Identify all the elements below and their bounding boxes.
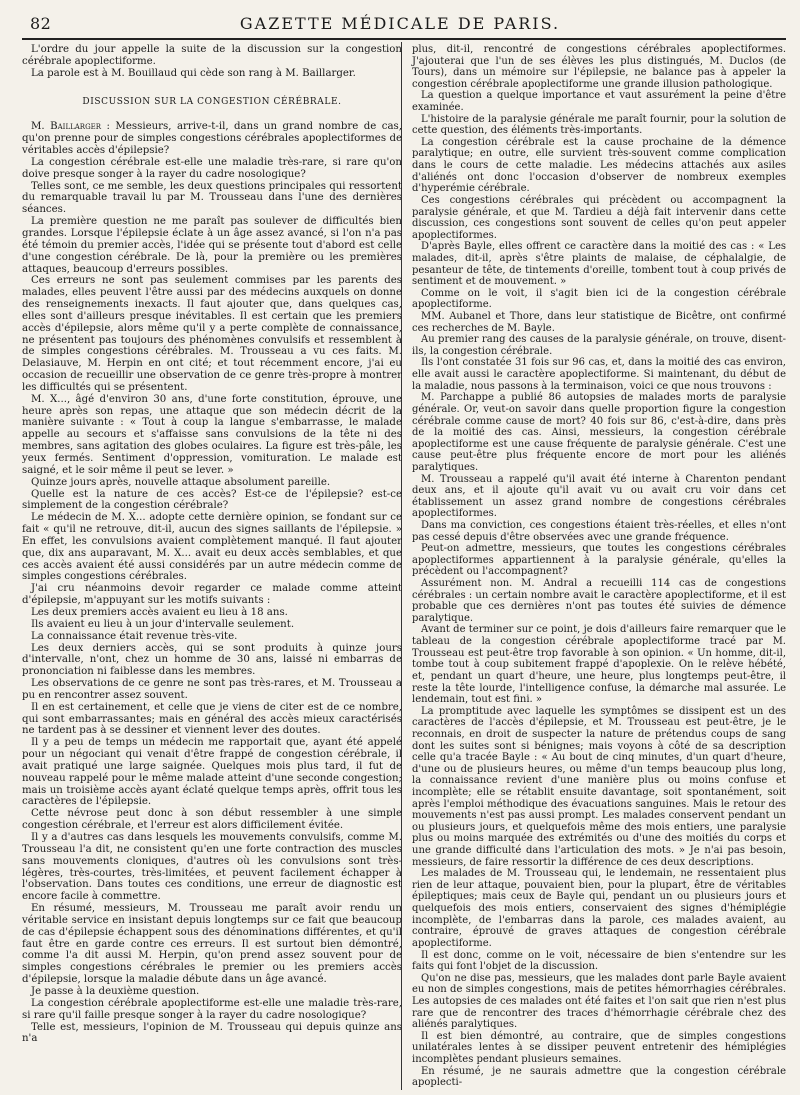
paragraph: La première question ne me paraît pas soulever de difficultés bien grandes. Lorsque l'épilepsie éclate à un âge assez avancé, si l'on n'a pas été témoin du premier accès, l'idée qui se présente tout d'abord est celle d'une congestion cérébrale. De là, pour la première ou les premières attaques, beaucoup d'erreurs possibles. [22,216,402,275]
paragraph: Il est bien démontré, au contraire, que de simples congestions unilatérales lentes à se dissiper peuvent entretenir des hémiplégies incomplètes pendant plusieurs semaines. [412,1030,786,1066]
paragraph: Ils avaient eu lieu à un jour d'intervalle seulement. [31,618,295,630]
paragraph: D'après Bayle, elles offrent ce caractère dans la moitié des cas : « Les malades, dit-il, après s'être plaints de malaise, de céphalalgie, de pesanteur de tête, de tintements d'oreille, tombent tout à coup privés de sentiment et de mouvement. » [412,241,786,288]
right-paragraphs [412,90,786,1088]
paragraph: J'ai cru néanmoins devoir regarder ce malade comme atteint d'épilepsie, m'appuyant sur les motifs suivants : [22,583,402,607]
paragraph: En résumé, messieurs, M. Trousseau me paraît avoir rendu un véritable service en insistant depuis longtemps sur ce fait que beaucoup de cas d'épilepsie échappent sous des dénominations différentes, et qu'il faut être en garde contre ces erreurs. Il est surtout bien démontré, comme l'a dit aussi M. Herpin, qu'on prend assez souvent pour de simples congestions cérébrales le premier ou les premiers accès d'épilepsie, lorsque la maladie débute dans un âge avancé. [22,903,402,986]
header-rule [22,38,786,40]
paragraph: Comme on le voit, il s'agit bien ici de la congestion cérébrale apoplectiforme. [412,287,786,311]
paragraph: La congestion cérébrale est-elle une maladie très-rare, si rare qu'on doive presque songer à la rayer du cadre nosologique? [22,156,402,180]
paragraph: Le médecin de M. X... adopte cette dernière opinion, se fondant sur ce fait « qu'il ne retrouve, dit-il, aucun des signes saillants de l'épilepsie. » En effet, les convulsions avaient complètement manqué. Il faut ajouter que, dix ans auparavant, M. X... avait eu deux accès semblables, et que ces accès avaient été aussi considérés par un autre médecin comme de simples congestions cérébrales. [22,512,402,583]
paragraph: La promptitude avec laquelle les symptômes se dissipent est un des caractères de l'accès d'épilepsie, et M. Trousseau est peut-être, je le reconnais, en droit de suspecter la nature de prétendus coups de sang dont les suites sont si bénignes; mais voyons à côté de sa description celle qu'a tracée Bayle : « Au bout de cinq minutes, d'un quart d'heure, d'une ou de plusieurs heures, ou même d'un temps beaucoup plus long, la connaissance revient d'une manière plus ou moins confuse et incomplète; elle se rétablit ensuite davantage, soit spontanément, soit après l'emploi méthodique des évacuations sanguines. Mais le retour des mouvements n'est pas aussi prompt. Les malades conservent pendant un ou plusieurs jours, et quelquefois même des mois entiers, une paralysie plus ou moins marquée des extrémités ou d'une des moitiés du corps et une grande difficulté dans l'articulation des mots. » Je n'ai pas besoin, messieurs, de faire ressortir la différence de ces deux descriptions. [412,705,786,868]
paragraph: Assurément non. M. Andral a recueilli 114 cas de congestions cérébrales : un certain nombre avait le caractère apoplectiforme, et il est probable que ces dernières n'ont pas toutes été suivies de démence paralytique. [412,578,786,624]
paragraph: Les deux derniers accès, qui se sont produits à quinze jours d'intervalle, n'ont, chez un homme de 30 ans, laissé ni embarras de prononciation ni faiblesse dans les membres. [22,642,402,678]
speaker-paragraph [22,121,402,157]
speaker-text: : Messieurs, arrive-t-il, dans un grand nombre de cas, qu'on prenne pour de simples congestions cérébrales apoplectiformes de véritables accès d'épilepsie? [22,121,402,157]
paragraph: Telle est, messieurs, l'opinion de M. Trousseau qui depuis quinze ans n'a [22,1021,402,1045]
section-heading: DISCUSSION SUR LA CONGESTION CÉRÉBRALE. [82,96,342,107]
paragraph: Avant de terminer sur ce point, je dois d'ailleurs faire remarquer que le tableau de la congestion cérébrale apoplectiforme tracé par M. Trousseau est peut-être trop favorable à son opinion. « Un homme, dit-il, tombe tout à coup subitement frappé d'apoplexie. On le relève hébété, et, pendant un quart d'heure, une heure, plus longtemps peut-être, il reste la tête lourde, l'intelligence confuse, la démarche mal assurée. Le lendemain, tout est fini. » [412,624,786,706]
paragraph: Au premier rang des causes de la paralysie générale, on trouve, disent-ils, la congestion cérébrale. [412,334,786,357]
paragraph: Il y a d'autres cas dans lesquels les mouvements convulsifs, comme M. Trousseau l'a dit, ne consistent qu'en une forte contraction des muscles sans mouvements cloniques, d'autres où les convulsions sont très-légères, très-courtes, très-limitées, et peuvent facilement échapper à l'observation. Dans toutes ces conditions, une erreur de diagnostic est encore facile à commettre. [22,832,402,903]
paragraph: La congestion cérébrale apoplectiforme est-elle une maladie très-rare, si rare qu'il faille presque songer à la rayer du cadre nosologique? [22,997,402,1021]
paragraph: La connaissance était revenue très-vite. [31,630,238,642]
paragraph: M. Trousseau a rappelé qu'il avait été interne à Charenton pendant deux ans, et il ajoute qu'il avait vu ou avait cru voir dans cet établissement un assez grand nombre de congestions cérébrales apoplectiformes. [412,473,786,520]
paragraph: Il est donc, comme on le voit, nécessaire de bien s'entendre sur les faits qui font l'objet de la discussion. [412,949,786,973]
paragraph: Telles sont, ce me semble, les deux questions principales qui ressortent du remarquable travail lu par M. Trousseau dans l'une des dernières séances. [22,180,402,216]
paragraph: La question a quelque importance et vaut assurément la peine d'être examinée. [412,90,786,114]
paragraph: Il y a peu de temps un médecin me rapportait que, ayant été appelé pour un négociant qui venait d'être frappé de congestion cérébrale, il avait pratiqué une large saignée. Quelques mois plus tard, il fut de nouveau rappelé pour le même malade atteint d'une seconde congestion; mais un troisième accès ayant éclaté quelque temps après, offrit tous les caractères de l'épilepsie. [22,737,402,808]
paragraph: Ces erreurs ne sont pas seulement commises par les parents des malades, elles peuvent l'être aussi par des médecins auxquels on donne des renseignements inexacts. Il faut ajouter que, dans quelques cas, elles sont d'ailleurs presque inévitables. Il est certain que les premiers accès d'épilepsie, alors même qu'il y a perte complète de connaissance, ne présentent pas toujours des phénomènes convulsifs et ressemblent à de simples congestions cérébrales. M. Trousseau a vu ces faits. M. Delasiauve, M. Herpin en ont cité; et tout récemment encore, j'ai eu occasion de recueillir une observation de ce genre très-propre à montrer les difficultés qui se présentent. [22,275,402,393]
continued-paragraph: plus, dit-il, rencontré de congestions cérébrales apoplectiformes. J'ajouterai que l'un de ses élèves les plus distingués, M. Duclos (de Tours), dans un mémoire sur l'épilepsie, ne balance pas à appeler la congestion cérébrale apoplectiforme une grande illusion pathologique. [412,44,786,90]
page-number: 82 [30,14,52,33]
paragraph: Il en est certainement, et celle que je viens de citer est de ce nombre, qui sont embarrassantes; mais en général des accès mieux caractérisés ne tardent pas à se dessiner et viennent lever des doutes. [22,701,402,737]
paragraph: La congestion cérébrale est la cause prochaine de la démence paralytique; en outre, elle survient très-souvent comme complication dans le cours de cette maladie. Les médecins attachés aux asiles d'aliénés ont donc l'occasion d'observer de nombreux exemples d'hyperémie cérébrale. [412,136,786,195]
paragraph: Les deux premiers accès avaient eu lieu à 18 ans. [31,606,288,618]
paragraph: Les observations de ce genre ne sont pas très-rares, et M. Trousseau a pu en rencontrer assez souvent. [22,678,402,701]
left-column [22,44,402,1045]
paragraph: Quinze jours après, nouvelle attaque absolument pareille. [31,476,331,488]
journal-title: GAZETTE MÉDICALE DE PARIS. [239,14,561,33]
speaker-name: M. Baillarger [31,121,102,133]
paragraph: Quelle est la nature de ces accès? Est-ce de l'épilepsie? est-ce simplement de la congestion cérébrale? [22,488,402,512]
paragraph: L'histoire de la paralysie générale me paraît fournir, pour la solution de cette question, des éléments très-importants. [412,113,786,137]
paragraph: Qu'on ne dise pas, messieurs, que les malades dont parle Bayle avaient eu non de simples congestions, mais de petites hémorrhagies cérébrales. Les autopsies de ces malades ont été faites et l'on sait que rien n'est plus rare que de rencontrer des traces d'hémorrhagie cérébrale chez des aliénés paralytiques. [412,972,786,1031]
paragraph: Ils l'ont constatée 31 fois sur 96 cas, et, dans la moitié des cas environ, elle avait aussi le caractère apoplectiforme. Si maintenant, du début de la maladie, nous passons à la terminaison, voici ce que nous trouvons : [412,357,786,392]
paragraph: Les malades de M. Trousseau qui, le lendemain, ne ressentaient plus rien de leur attaque, pouvaient bien, pour la plupart, être de véritables épileptiques; mais ceux de Bayle qui, pendant un ou plusieurs jours et quelquefois des mois entiers, conservaient des signes d'hémiplégie incomplète, de l'embarras dans la parole, ces malades avaient, au contraire, éprouvé de graves attaques de congestion cérébrale apoplectiforme. [412,868,786,949]
paragraph: En résumé, je ne saurais admettre que la congestion cérébrale apoplecti- [412,1065,786,1089]
paragraph: Ces congestions cérébrales qui précèdent ou accompagnent la paralysie générale, et que M. Tardieu a déjà fait intervenir dans cette discussion, ces congestions sont souvent de celles qu'on peut appeler apoplectiformes. [412,194,786,241]
paragraph: M. Parchappe a publié 86 autopsies de malades morts de paralysie générale. Or, veut-on savoir dans quelle proportion figure la congestion cérébrale comme cause de mort? 40 fois sur 86, c'est-à-dire, dans près de la moitié des cas. Ainsi, messieurs, la congestion cérébrale apoplectiforme est une cause fréquente de paralysie générale. C'est une cause peut-être plus fréquente encore de mort pour les aliénés paralytiques. [412,392,786,473]
paragraph: Peut-on admettre, messieurs, que toutes les congestions cérébrales apoplectiformes appartiennent à la paralysie générale, qu'elles la précèdent ou l'accompagnent? [412,543,786,578]
right-column [412,44,786,1089]
intro-paragraph: La parole est à M. Bouillaud qui cède son rang à M. Baillarger. [31,67,356,79]
intro-paragraph: L'ordre du jour appelle la suite de la discussion sur la congestion cérébrale apoplectiforme. [22,44,402,67]
left-paragraphs [22,157,402,1045]
paragraph: M. X..., âgé d'environ 30 ans, d'une forte constitution, éprouve, une heure après son repas, une attaque que son médecin décrit de la manière suivante : « Tout à coup la langue s'embarrasse, le malade appelle au secours et s'affaisse sans convulsions de la tête ni des membres, sans agitation des globes oculaires. La figure est très-pâle, les yeux fermés. Sentiment d'oppression, vomituration. Le malade est saigné, et le soir même il peut se lever. » [22,393,402,476]
paragraph: MM. Aubanel et Thore, dans leur statistique de Bicêtre, ont confirmé ces recherches de M. Bayle. [412,311,786,334]
paragraph: Dans ma conviction, ces congestions étaient très-réelles, et elles n'ont pas cessé depuis d'être observées avec une grande fréquence. [412,519,786,543]
paragraph: Je passe à la deuxième question. [31,985,200,997]
paragraph: Cette névrose peut donc à son début ressembler à une simple congestion cérébrale, et l'erreur est alors difficilement évitée. [22,808,402,832]
